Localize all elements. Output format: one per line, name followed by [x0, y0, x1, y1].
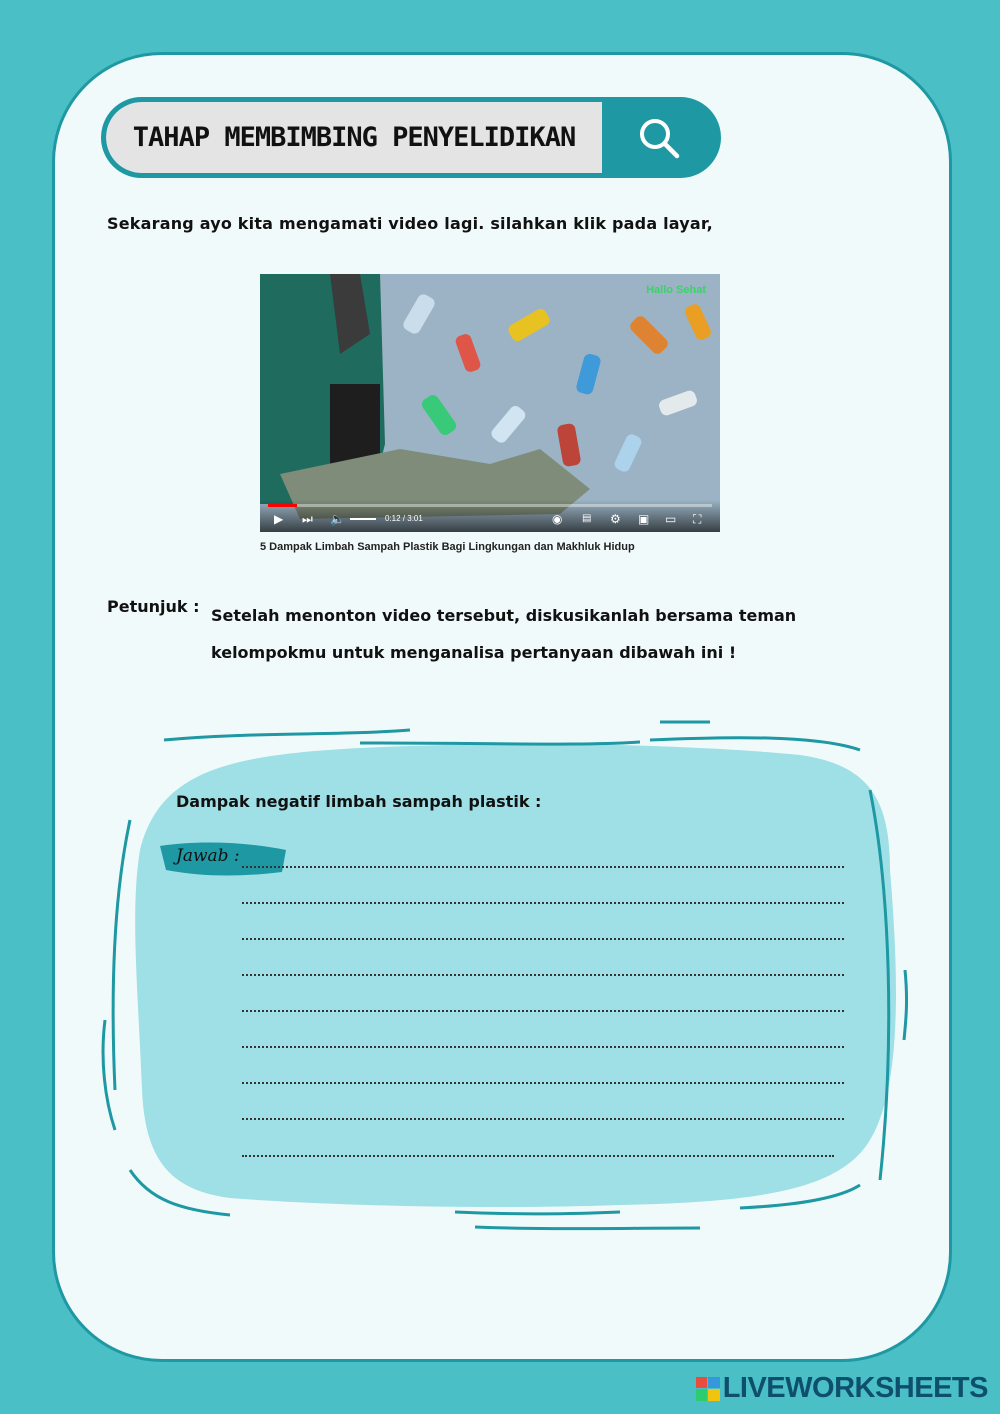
play-icon[interactable]: ▶: [274, 512, 284, 526]
video-caption: 5 Dampak Limbah Sampah Plastik Bagi Lingkungan dan Makhluk Hidup: [260, 541, 635, 553]
brand-name: LIVEWORKSHEETS: [722, 1372, 988, 1404]
answer-line-5[interactable]: [242, 990, 844, 1012]
answer-line-8[interactable]: [242, 1098, 844, 1120]
intro-text: Sekarang ayo kita mengamati video lagi. silahkan klik pada layar,: [107, 214, 713, 233]
search-icon: [636, 115, 682, 161]
settings-gear-icon[interactable]: ⚙: [610, 512, 621, 526]
video-time: 0:12 / 3:01: [385, 514, 423, 523]
answer-line-6[interactable]: [242, 1026, 844, 1048]
next-icon[interactable]: ⏭: [302, 512, 313, 526]
instruction-text: Setelah menonton video tersebut, diskusikanlah bersama teman kelompokmu untuk menganalisa pertanyaan dibawah ini !: [211, 606, 797, 662]
answer-line-4[interactable]: [242, 954, 844, 976]
answer-line-3[interactable]: [242, 918, 844, 940]
miniplayer-icon[interactable]: ▣: [638, 512, 650, 526]
video-progress-fill: [268, 504, 297, 507]
answer-label: Jawab :: [176, 846, 240, 866]
brand-logo-icon: [696, 1377, 720, 1401]
volume-slider[interactable]: [350, 518, 376, 520]
autoplay-toggle-icon[interactable]: ◉: [552, 512, 563, 526]
search-button[interactable]: [602, 102, 716, 173]
captions-icon[interactable]: ▤: [582, 513, 592, 524]
answer-line-9[interactable]: [242, 1135, 834, 1157]
volume-icon[interactable]: 🔈: [330, 512, 345, 526]
video-progress-bar[interactable]: [268, 504, 712, 507]
video-thumbnail: [260, 274, 720, 532]
page-title: TAHAP MEMBIMBING PENYELIDIKAN: [106, 102, 602, 173]
channel-watermark: Hallo Sehat: [646, 284, 706, 296]
instruction-label: Petunjuk :: [107, 597, 200, 616]
question-text: Dampak negatif limbah sampah plastik :: [176, 792, 542, 811]
title-search-bar: [101, 97, 721, 178]
liveworksheets-brand[interactable]: [696, 1372, 988, 1405]
video-controls: [260, 500, 720, 532]
video-player[interactable]: [260, 274, 720, 532]
answer-line-1[interactable]: [242, 846, 844, 868]
answer-line-2[interactable]: [242, 882, 844, 904]
answer-line-7[interactable]: [242, 1062, 844, 1084]
theater-mode-icon[interactable]: ▭: [665, 512, 677, 526]
fullscreen-icon[interactable]: ⛶: [693, 512, 702, 526]
